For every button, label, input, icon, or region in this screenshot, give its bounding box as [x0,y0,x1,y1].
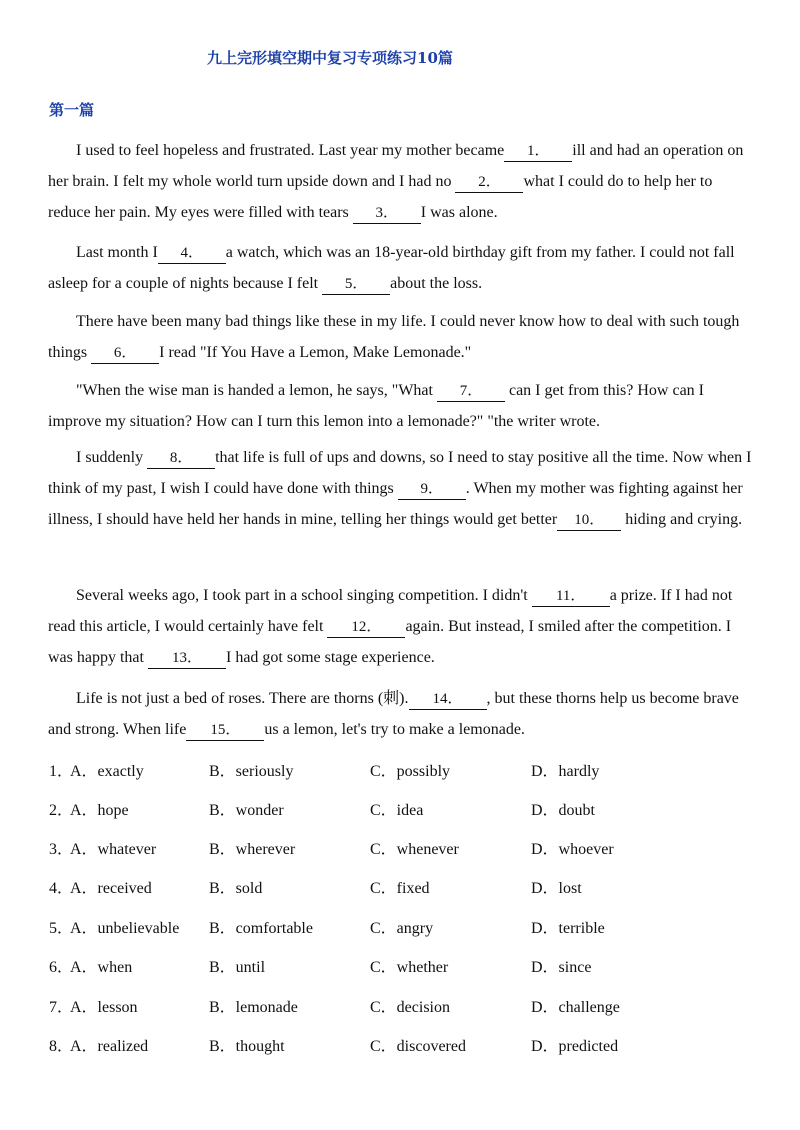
option-a[interactable]: A．realized [70,1038,149,1055]
blank-13[interactable]: 13． [148,648,226,669]
paragraph-7: Life is not just a bed of roses. There are thorns (刺). 14． , but these thorns help us become brave and strong. When life 15． us a lemon, let's try to make a lemonade. [48,683,753,745]
blank-1[interactable]: 1． [504,141,572,162]
blank-8[interactable]: 8． [147,448,215,469]
option-c[interactable]: C．whether [370,959,449,976]
paragraph-3: There have been many bad things like these in my life. I could never know how to deal with such tough things 6． I read "If You Have a Lemon, Make Lemonade." [48,306,753,368]
option-d[interactable]: D．doubt [531,802,596,819]
option-d[interactable]: D．since [531,959,592,976]
option-c[interactable]: C．discovered [370,1038,466,1055]
blank-12[interactable]: 12． [327,617,405,638]
option-d[interactable]: D．hardly [531,763,600,780]
question-number: 1． [49,763,74,780]
option-a[interactable]: A．exactly [70,763,144,780]
question-number: 7． [49,999,74,1016]
option-a[interactable]: A．hope [70,802,129,819]
option-a[interactable]: A．received [70,880,152,897]
question-row [49,915,749,939]
blank-5[interactable]: 5． [322,274,390,295]
option-c[interactable]: C．decision [370,999,450,1016]
paragraph-5: I suddenly 8． that life is full of ups and downs, so I need to stay positive all the time. Now when I think of my past, I wish I could have done with things 9． . When my mother was fighting against her illness, I should have held her hands in mine, telling her things would get better 10． hiding and crying. [48,442,753,535]
option-d[interactable]: D．terrible [531,920,605,937]
blank-10[interactable]: 10． [557,510,621,531]
option-c[interactable]: C．possibly [370,763,451,780]
option-d[interactable]: D．predicted [531,1038,619,1055]
question-row [49,797,749,821]
paragraph-6: Several weeks ago, I took part in a school singing competition. I didn't 11． a prize. If I had not read this article, I would certainly have felt 12． again. But instead, I smiled after the competition. I was happy that 13． I had got some stage experience. [48,580,753,673]
paragraph-1: I used to feel hopeless and frustrated. Last year my mother became 1． ill and had an operation on her brain. I felt my whole world turn upside down and I had no 2． what I could do to help her to reduce her pain. My eyes were filled with tears 3． I was alone. [48,135,753,228]
question-row [49,994,749,1018]
blank-15[interactable]: 15． [186,720,264,741]
option-d[interactable]: D．whoever [531,841,614,858]
document-title: 九上完形填空期中复习专项练习10篇 [207,49,453,67]
option-c[interactable]: C．whenever [370,841,459,858]
option-b[interactable]: B．until [209,959,266,976]
question-row [49,758,749,782]
option-b[interactable]: B．comfortable [209,920,313,937]
blank-7[interactable]: 7． [437,381,505,402]
option-b[interactable]: B．lemonade [209,999,298,1016]
option-b[interactable]: B．wonder [209,802,284,819]
paragraph-4: "When the wise man is handed a lemon, he says, "What 7． can I get from this? How can I improve my situation? How can I turn this lemon into a lemonade?" "the writer wrote. [48,382,705,430]
blank-3[interactable]: 3． [353,203,421,224]
option-b[interactable]: B．wherever [209,841,296,858]
section-heading: 第一篇 [49,101,95,119]
option-a[interactable]: A．lesson [70,999,138,1016]
option-d[interactable]: D．lost [531,880,582,897]
question-number: 6． [49,959,74,976]
question-row [49,875,749,899]
option-b[interactable]: B．seriously [209,763,294,780]
question-number: 3． [49,841,74,858]
paragraph-2: Last month I 4． a watch, which was an 18-year-old birthday gift from my father. I could not fall asleep for a couple of nights because I felt 5． about the loss. [48,237,753,299]
option-b[interactable]: B．thought [209,1038,285,1055]
question-number: 2． [49,802,74,819]
question-number: 5． [49,920,74,937]
blank-14[interactable]: 14． [409,689,487,710]
option-c[interactable]: C．angry [370,920,434,937]
question-number: 8． [49,1038,74,1055]
option-a[interactable]: A．unbelievable [70,920,180,937]
blank-9[interactable]: 9． [398,479,466,500]
option-c[interactable]: C．idea [370,802,424,819]
question-row [49,836,749,860]
question-number: 4． [49,880,74,897]
question-row [49,954,749,978]
option-d[interactable]: D．challenge [531,999,620,1016]
option-a[interactable]: A．whatever [70,841,157,858]
blank-4[interactable]: 4． [158,243,226,264]
option-c[interactable]: C．fixed [370,880,430,897]
blank-6[interactable]: 6． [91,343,159,364]
option-b[interactable]: B．sold [209,880,263,897]
blank-2[interactable]: 2． [455,172,523,193]
question-row [49,1033,749,1057]
option-a[interactable]: A．when [70,959,133,976]
blank-11[interactable]: 11． [532,586,610,607]
